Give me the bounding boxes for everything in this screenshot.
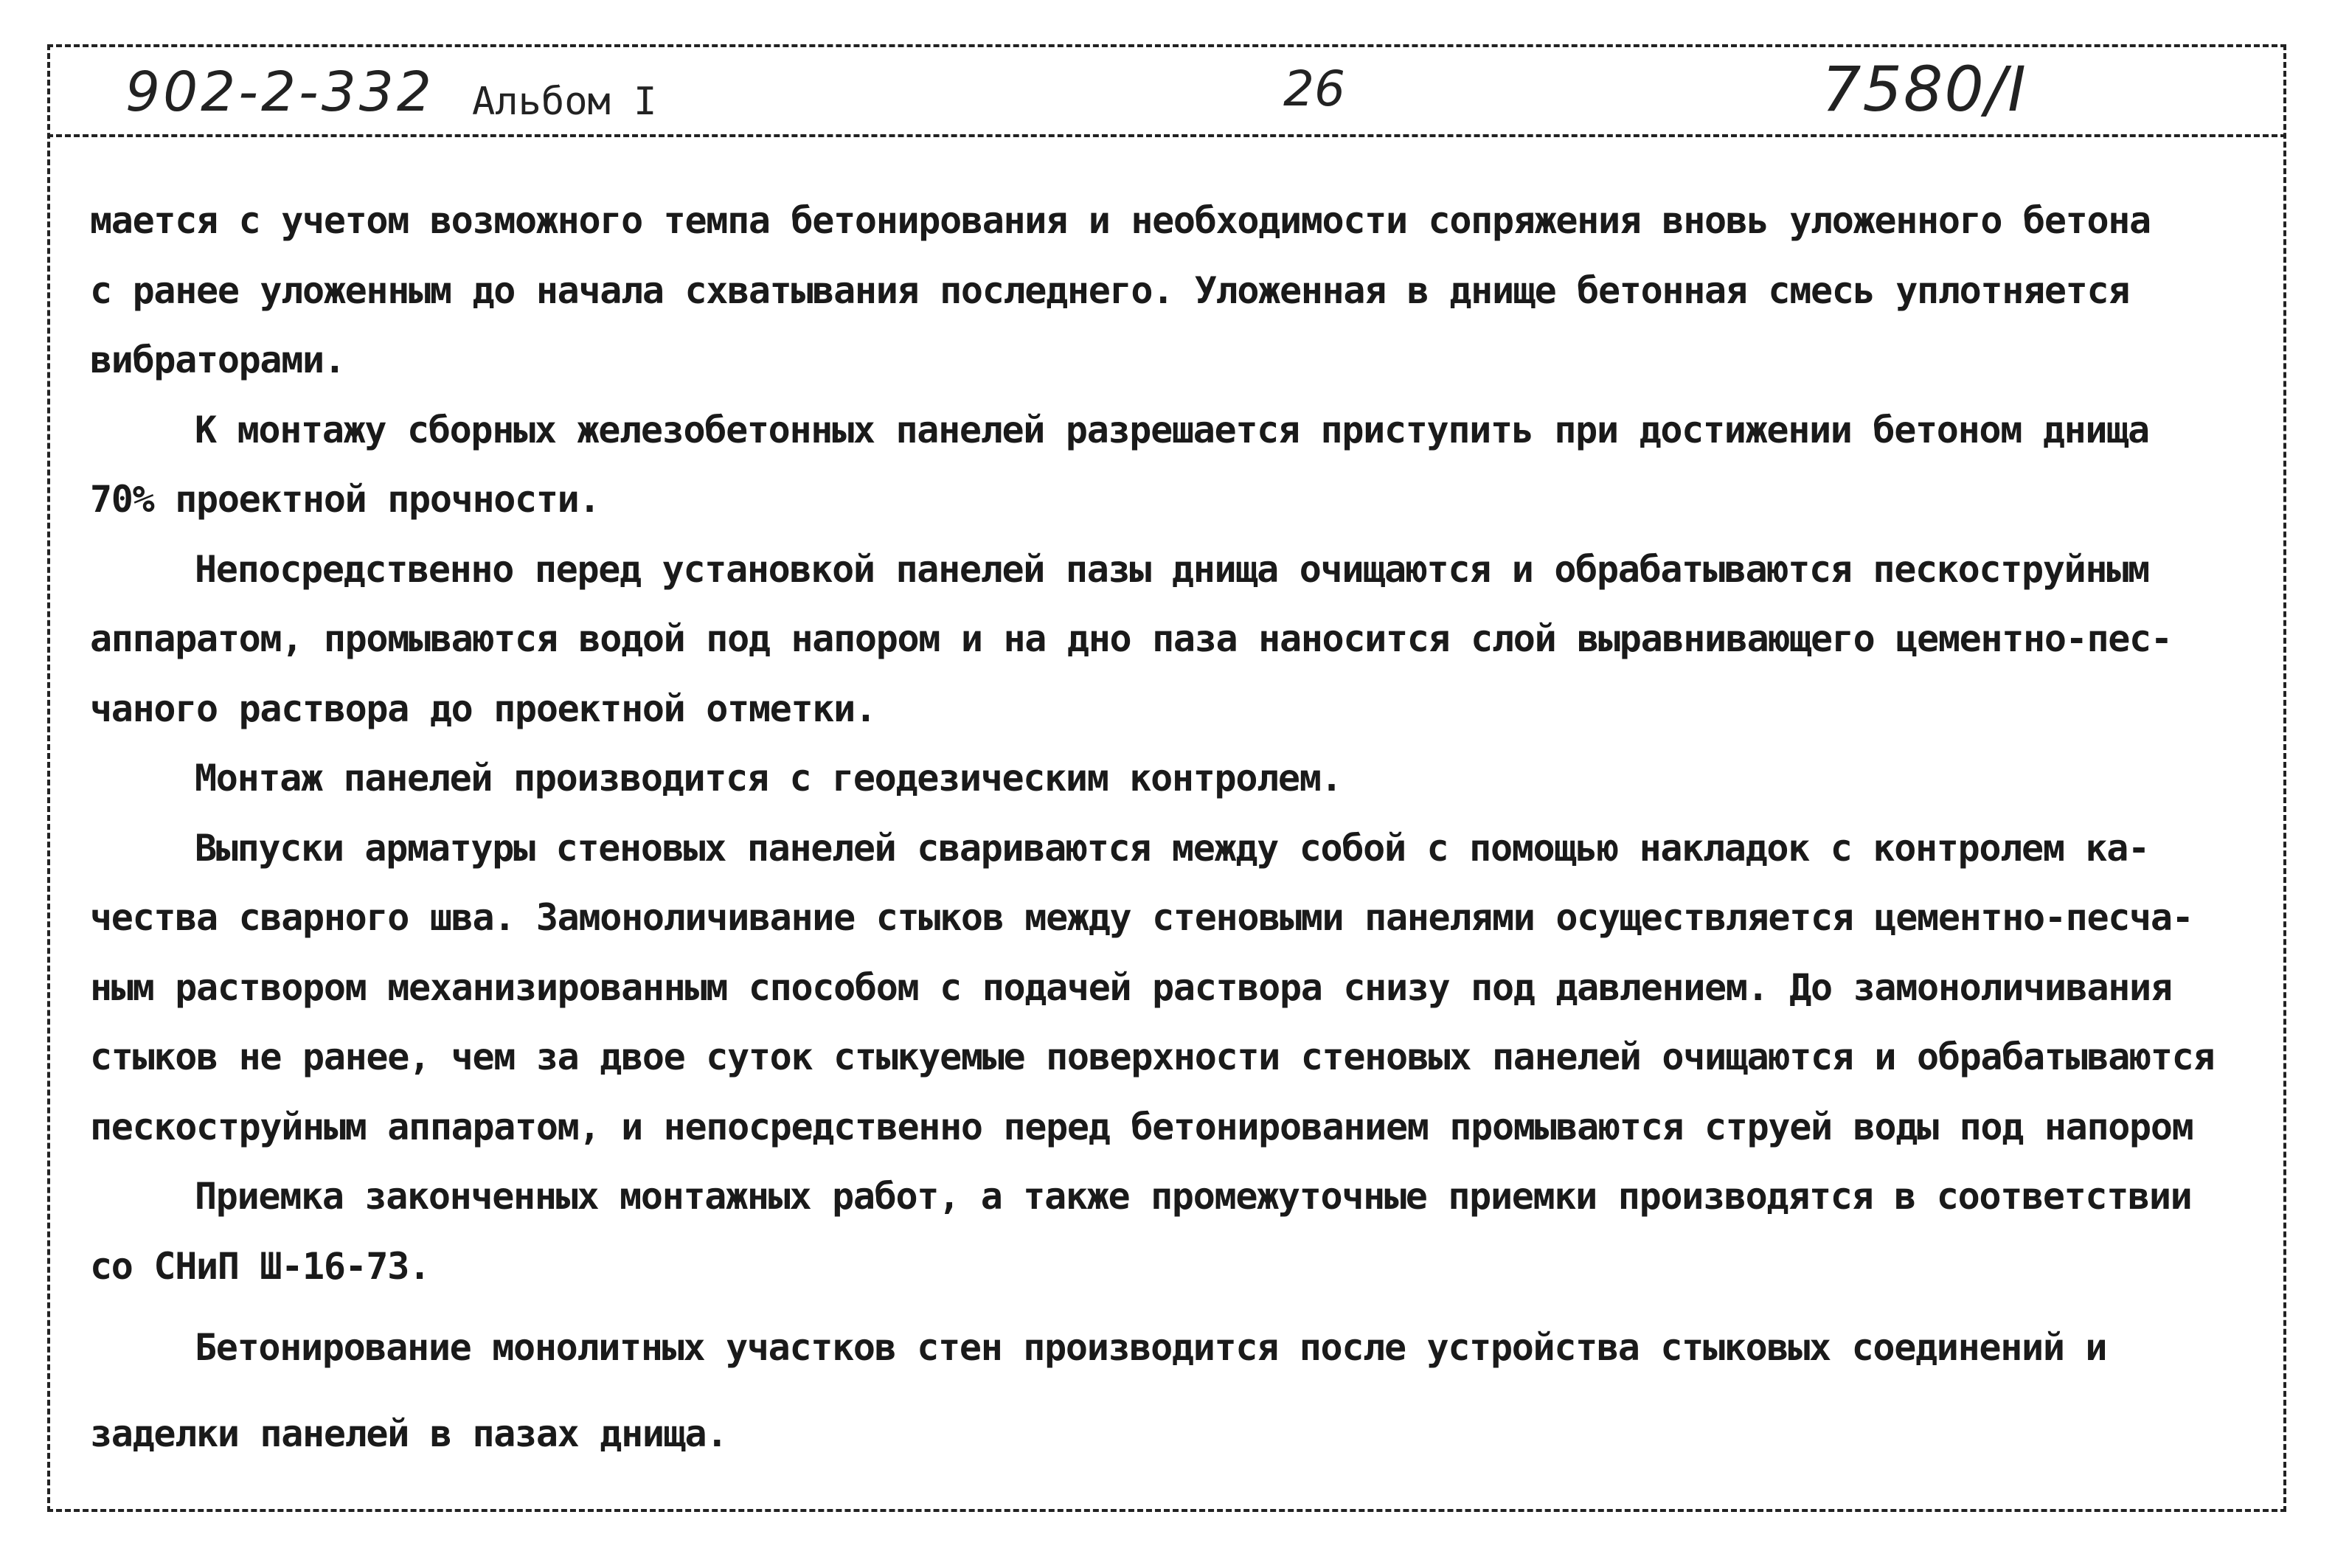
body-text bbox=[90, 186, 2251, 1468]
paragraph-start: Монтаж панелей производится с геодезическим контролем. bbox=[195, 757, 1342, 799]
paragraph-start: Выпуски арматуры стеновых панелей свариваются между собой с помощью накладок с контролем ка- bbox=[195, 826, 2149, 870]
header-divider bbox=[47, 134, 2286, 137]
paragraph-start: Приемка законченных монтажных работ, а также промежуточные приемки производятся в соответствии bbox=[195, 1175, 2192, 1218]
reference-number: 7580/I bbox=[1822, 53, 2027, 125]
text-line: чаного раствора до проектной отметки. bbox=[90, 687, 876, 730]
document-code: 902-2-332 bbox=[125, 60, 434, 124]
text-line: вибраторами. bbox=[90, 339, 345, 381]
text-line: со СНиП Ш-16-73. bbox=[90, 1244, 430, 1288]
paragraph-start: Непосредственно перед установкой панелей пазы днища очищаются и обрабатываются пескоструйным bbox=[195, 547, 2149, 591]
text-line: заделки панелей в пазах днища. bbox=[90, 1412, 728, 1455]
text-line: 70% проектной прочности. bbox=[90, 478, 600, 521]
paragraph-start: Бетонирование монолитных участков стен производится после устройства стыковых соединений и bbox=[195, 1326, 2107, 1369]
text-line: ным раствором механизированным способом с подачей раствора снизу под давлением. До замоноличивания bbox=[90, 965, 2172, 1009]
text-line: чества сварного шва. Замоноличивание стыков между стеновыми панелями осуществляется цементно-песча- bbox=[90, 896, 2193, 939]
text-line: мается с учетом возможного темпа бетонирования и необходимости сопряжения вновь уложенного бетона bbox=[90, 199, 2151, 242]
text-line: пескоструйным аппаратом, и непосредственно перед бетонированием промываются струей воды под напором bbox=[90, 1105, 2193, 1148]
text-line: с ранее уложенным до начала схватывания последнего. Уложенная в днище бетонная смесь уплотняется bbox=[90, 268, 2130, 312]
album-label: Альбом I bbox=[472, 80, 657, 124]
text-line: аппаратом, промываются водой под напором и на дно паза наносится слой выравнивающего цементно-пес- bbox=[90, 617, 2172, 660]
page-number: 26 bbox=[1283, 60, 1345, 117]
paragraph-start: К монтажу сборных железобетонных панелей разрешается приступить при достижении бетоном днища bbox=[195, 408, 2149, 451]
text-line: стыков не ранее, чем за двое суток стыкуемые поверхности стеновых панелей очищаются и обрабатываются bbox=[90, 1035, 2215, 1078]
